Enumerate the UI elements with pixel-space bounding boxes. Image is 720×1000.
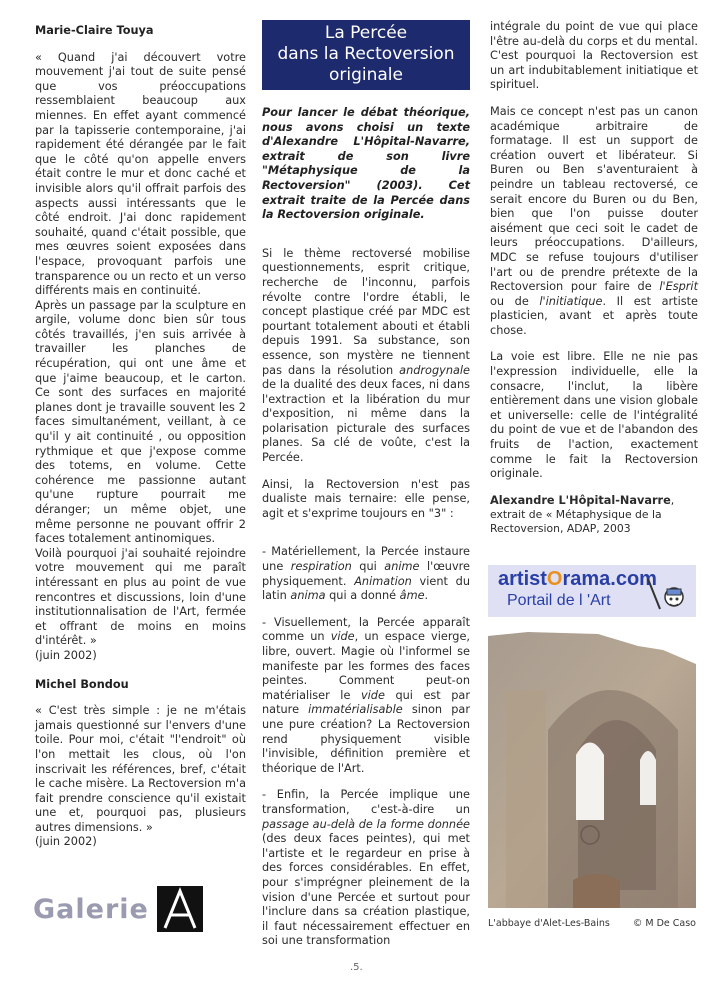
author-name: Michel Bondou [35, 677, 129, 691]
photo-caption [488, 918, 696, 929]
caption-text: L'abbaye d'Alet-Les-Bains [488, 918, 610, 929]
banner-title: artistOrama.com [498, 568, 657, 590]
body-paragraph: - Visuellement, la Percée apparaît comme un vide, un espace vierge, libre, ouvert. Magie où l'informel se manifeste par les formes des faces peintes. Comment peut-on matérialiser le vide qui est par nature immatérialisable sinon par une pure création? La Rectoversion rend physiquement visible l'invisible, définition première et théorique de l'Art. [262, 615, 471, 775]
title-line: La Percée [324, 23, 408, 43]
testimonial-paragraph: Après un passage par la sculpture en argile, volume donc bien sûr tous côtés travaillés, j'en suis arrivée à travailler les planches de récupération, qui ont une âme et que j'aime beaucoup, et le carton. Ce sont des surfaces en majorité planes dont je travaille souvent les 2 faces simultanément, veillant, à ce qu'il y ait continuité , ou opposition rythmique et que j'expose comme des totems, en volume. Cette cohérence me passionne autant qu'une rupture pourrait me déranger; un même objet, une même personne ne pouvant offrir 2 faces totalement antinomiques. [35, 298, 246, 546]
author-name: Marie-Claire Touya [35, 24, 154, 37]
right-column [490, 20, 698, 536]
abbey-photo [488, 630, 696, 908]
testimonial-date: (juin 2002) [35, 648, 97, 662]
body-paragraph: La voie est libre. Elle ne nie pas l'expression individuelle, elle la consacre, l'inclut, la libère entièrement dans une vision globale et universelle: celle de l'intégralité du point de vue et de l'abandon des fruits de l'action, exactement comme le fait la Rectoversion originale. [490, 350, 698, 481]
signature: Alexandre L'Hôpital-Navarre, extrait de « Métaphysique de la Rectoversion, ADAP, 2003 [490, 493, 675, 535]
testimonial-paragraph: « C'est très simple : je ne m'étais jamais questionné sur l'envers d'une toile. Pour moi, c'était "l'endroit" où l'on mettait les clous, où l'on inscrivait les références, bref, c'était le cache misère. La Rectoversion m'a fait prendre conscience qu'il existait une et, pourquoi pas, plusieurs autres dimensions. » [35, 704, 246, 834]
artistorama-banner[interactable] [488, 565, 696, 617]
title-line: originale [328, 65, 403, 85]
galerie-a-logo [33, 886, 203, 932]
photo-credit: © M De Caso [632, 918, 696, 929]
body-paragraph: Ainsi, la Rectoversion n'est pas dualiste mais ternaire: elle pense, agit et s'exprime toujours en "3" : [262, 477, 470, 520]
title-line: dans la Rectoversion [277, 44, 455, 64]
body-paragraph: intégrale du point de vue qui place l'être au-delà du corps et du mental. C'est pourquoi la Rectoversion est un art indubitablement initiatique et spirituel. [490, 20, 698, 92]
logo-a-icon [157, 886, 203, 932]
body-paragraph: Si le thème rectoversé mobilise questionnements, esprit critique, recherche de l'inconnu, parfois révolte contre l'ordre établi, le concept plastique créé par MDC est pourtant totalement abouti et établi depuis 1991. Sa substance, son essence, son mystère ne tiennent pas dans la résolution androgynale de la dualité des deux faces, ni dans l'extraction et la libération du mur d'exposition, ni même dans la polarisation picturale des surfaces planes. Sa clé de voûte, c'est la Percée. [262, 246, 470, 465]
logo-word: Galerie [33, 893, 149, 925]
testimonial-date: (juin 2002) [35, 835, 97, 849]
banner-subtitle: Portail de l 'Art [507, 592, 611, 609]
body-paragraph: - Matériellement, la Percée instaure une respiration qui anime l'œuvre physiquement. Animation vient du latin anima qui a donné âme. [262, 545, 470, 603]
page-number: .5. [350, 962, 363, 973]
left-column [35, 24, 246, 850]
testimonial-paragraph: « Quand j'ai découvert votre mouvement j'ai tout de suite pensé que vos préoccupations ressemblaient beaucoup aux miennes. En effet ayant commencé par la tapisserie contemporaine, j'ai rapidement été dérangée par le fait que le côté qu'on appelle envers était contre le mur et donc caché et invisible alors qu'il offrait parfois des aspects aussi intéressants que le côté endroit. J'ai donc rapidement souhaité, quand c'était possible, que mes œuvres soient exposées dans l'espace, provoquant parfois une transparence ou un recto et un verso différents mais en continuité. [35, 50, 246, 298]
middle-column [262, 20, 470, 949]
intro-paragraph: Pour lancer le débat théorique, nous avons choisi un texte d'Alexandre L'Hôpital-Navarre, extrait de son livre "Métaphysique de la Rectoversion" (2003). Cet extrait traite de la Percée dans la Rectoversion originale. [262, 106, 470, 222]
painter-cartoon-icon [644, 577, 690, 617]
testimonial-paragraph: Voilà pourquoi j'ai souhaité rejoindre votre mouvement qui me paraît intéressant en plus au point de vue rencontres et discussions, loin d'une institutionnalisation de l'Art, fermée et offrant de moins en moins d'intérêt. » [35, 546, 246, 648]
body-paragraph: - Enfin, la Percée implique une transformation, c'est-à-dire un passage au-delà de la forme donnée (des deux faces peintes), qui met l'artiste et le regardeur en prise à des forces considérables. En effet, pour s'imprégner pleinement de la vision d'une Percée et surtout pour l'inclure dans sa création plastique, il faut nécessairement effectuer en soi une transformation [262, 788, 470, 948]
body-paragraph: Mais ce concept n'est pas un canon académique arbitraire de formatage. Il est un support de création ouvert et libérateur. Si Buren ou Ben s'aventuraient à peindre un tableau rectoversé, ce serait encore du Buren ou du Ben, bien que l'on puisse douter aisément que ceci soit le cadet de leurs préoccupations. D'ailleurs, MDC se refuse toujours d'utiliser l'art ou de prendre prétexte de la Rectoversion pour faire de l'Esprit ou de l'initiatique. Il est artiste plasticien, avant et après toute chose. [490, 104, 699, 337]
article-title [262, 20, 470, 90]
